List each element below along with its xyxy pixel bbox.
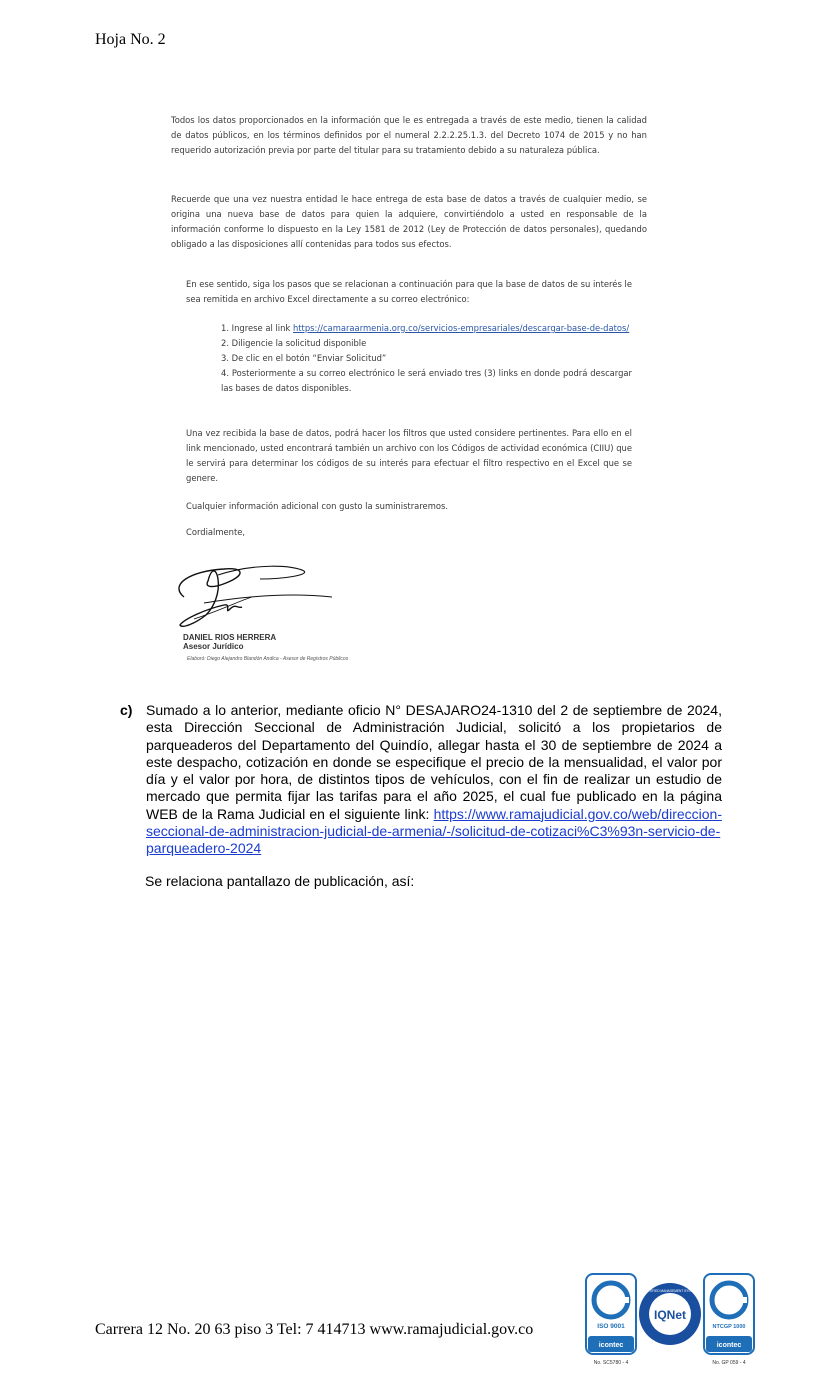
iqnet-logo	[639, 1283, 701, 1345]
elaboro-note: Elaboró: Diego Alejandro Blandón Andica - Asesor de Registros Públicos	[187, 656, 349, 662]
icontec-ntcgp-logo	[704, 1274, 754, 1366]
signer-title: Asesor Jurídico	[183, 642, 244, 651]
iso-9001-text: ISO 9001	[597, 1323, 625, 1330]
step-4: 4. Posteriormente a su correo electrónico le será enviado tres (3) links en donde podrá descargar las bases de datos disponibles.	[221, 368, 632, 393]
step-1	[221, 321, 632, 336]
step-3: 3. De clic en el botón “Enviar Solicitud”	[221, 353, 387, 363]
signer-name: DANIEL RIOS HERRERA	[183, 633, 277, 642]
letter-paragraph-1: Todos los datos proporcionados en la información que le es entregada a través de este medio, tienen la calidad de datos públicos, en los términos definidos por el numeral 2.2.2.25.1.3. del Decreto 1074 de 2015 y no han requerido autorización previa por parte del titular para su tratamiento debido a su naturaleza pública.	[171, 115, 647, 155]
handwritten-signature	[164, 557, 344, 632]
letter-closing: Cordialmente,	[186, 527, 246, 537]
signer-block	[183, 633, 276, 651]
step-2: 2. Diligencie la solicitud disponible	[221, 338, 367, 348]
letter-paragraph-4: Una vez recibida la base de datos, podrá hacer los filtros que usted considere pertinentes. Para ello en el link mencionado, usted encontrará también un archivo con los Códigos de actividad económica (CIIU) que le servirá para determinar los códigos de su interés para efectuar el filtro respectivo en el Excel que se genere.	[186, 428, 632, 483]
iqnet-ring-text: CERTIFIED MANAGEMENT SYSTEM	[642, 1289, 698, 1293]
letter-paragraph-3: En ese sentido, siga los pasos que se relacionan a continuación para que la base de datos de su interés le sea remitida en archivo Excel directamente a su correo electrónico:	[186, 279, 632, 304]
section-c-text: Sumado a lo anterior, mediante oficio N° DESAJARO24-1310 del 2 de septiembre de 2024, esta Dirección Seccional de Administración Judicial, solicitó a los propietarios de parqueaderos del Departamento del Quindío, allegar hasta el 30 de septiembre de 2024 a este despacho, cotización en donde se especifique el precio de la mensualidad, el valor por día y el valor por hora, de distintos tipos de vehículos, con el fin de realizar un estudio de mercado que permita fijar las tarifas para el año 2025, el cual fue publicado en la página WEB de la Rama Judicial en el siguiente link:	[146, 702, 722, 822]
iso-cert-code: No. SC5780 - 4	[593, 1360, 629, 1366]
section-c-label: c)	[120, 702, 133, 718]
steps-list	[221, 321, 632, 396]
footer-address: Carrera 12 No. 20 63 piso 3 Tel: 7 414713 www.ramajudicial.gov.co	[95, 1321, 534, 1338]
section-c-paragraph	[146, 702, 722, 858]
letter-paragraph-2: Recuerde que una vez nuestra entidad le hace entrega de esta base de datos a través de cualquier medio, se origina una nueva base de datos para quien la adquiere, convirtiéndolo a usted en responsable de la información conforme lo dispuesto en la Ley 1581 de 2012 (Ley de Protección de datos personales), quedando obligado a las disposiciones allí contenidas para todos sus efectos.	[171, 194, 647, 249]
sheet-number: Hoja No. 2	[95, 31, 166, 48]
icontec-iso-logo	[586, 1274, 636, 1366]
ntcgp-cert-code: No. GP 059 - 4	[712, 1360, 746, 1366]
ramajudicial-link[interactable]: https://www.ramajudicial.gov.co/web/direccion-seccional-de-administracion-judicial-de-armenia/-/solicitud-de-cotizaci%C3%93n-servicio-de-parqueadero-2024	[146, 805, 722, 857]
icontec-brand-2: icontec	[716, 1342, 742, 1349]
iqnet-text: IQNet	[653, 1308, 687, 1322]
camara-link[interactable]: https://camaraarmenia.org.co/servicios-empresariales/descargar-base-de-datos/	[292, 323, 630, 333]
letter-paragraph-5: Cualquier información adicional con gusto la suministraremos.	[186, 501, 449, 511]
publication-note: Se relaciona pantallazo de publicación, así:	[145, 873, 415, 889]
step-1-text: 1. Ingrese al link	[221, 323, 293, 333]
ntcgp-text: NTCGP 1000	[712, 1324, 746, 1330]
icontec-brand-1: icontec	[598, 1342, 624, 1349]
certification-logos	[584, 1272, 756, 1368]
